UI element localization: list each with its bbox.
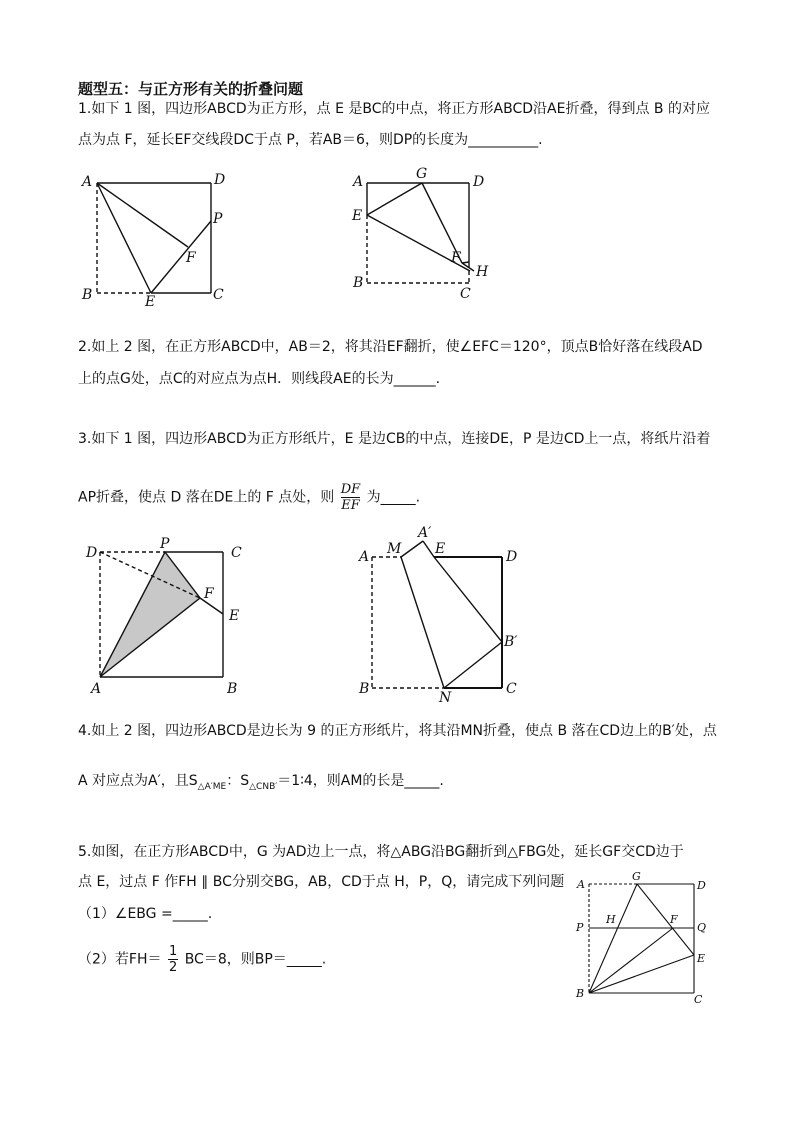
area-subscript-2: △CNB′ <box>249 781 278 792</box>
label-C: C <box>506 681 517 697</box>
figure-5-labels <box>575 870 706 1006</box>
problem-5-q2-text-a: （2）若FH＝ <box>78 951 162 968</box>
figure-1 <box>97 183 211 293</box>
problem-5-q2-text-b: BC＝8，则BP＝_____. <box>184 951 327 968</box>
problem-2-line-1: 2.如上 2 图，在正方形ABCD中，AB＝2，将其沿EF翻折，使∠EFC＝120°，顶点B恰好落在线段AD <box>78 339 703 355</box>
label-A: A <box>91 681 102 697</box>
label-B: B <box>227 681 238 697</box>
label-C: C <box>694 993 703 1006</box>
label-D: D <box>697 879 706 892</box>
label-A: A <box>359 549 370 565</box>
label-F: F <box>451 250 461 266</box>
figure-4-labels <box>357 525 518 706</box>
problem-4-text-a: A 对应点为A′，且S <box>78 773 198 789</box>
fraction-numerator: 1 <box>168 944 178 959</box>
label-H: H <box>606 913 616 926</box>
figure-5 <box>589 884 694 993</box>
label-M: M <box>387 541 402 557</box>
problem-4-text-c: ＝1∶4，则AM的长是_____. <box>277 773 444 789</box>
label-F: F <box>186 250 196 266</box>
label-C: C <box>460 286 471 302</box>
problem-3-line-1: 3.如下 1 图，四边形ABCD为正方形纸片，E 是边CB的中点，连接DE，P 是边CD上一点，将纸片沿着 <box>78 431 711 447</box>
fraction-denominator: 2 <box>168 960 178 975</box>
problem-1-line-1: 1.如下 1 图，四边形ABCD为正方形，点 E 是BC的中点，将正方形ABCD沿AE折叠，得到点 B 的对应 <box>78 101 710 117</box>
label-D: D <box>506 549 518 565</box>
problem-5-line-2: 点 E，过点 F 作FH ∥ BC分别交BG，AB，CD于点 H，P，Q，请完成下列问题 <box>78 874 565 890</box>
label-D: D <box>473 174 485 190</box>
problem-5-question-1: （1）∠EBG =_____. <box>78 906 213 922</box>
label-E: E <box>352 208 363 224</box>
problem-2-line-2: 上的点G处，点C的对应点为点H．则线段AE的长为______. <box>78 371 441 387</box>
label-P: P <box>213 211 223 227</box>
area-subscript-1: △A′ME <box>197 781 227 792</box>
label-D: D <box>86 545 98 561</box>
label-N: N <box>439 690 452 706</box>
problem-3-text-b: 为_____. <box>366 489 421 506</box>
fraction-numerator: DF <box>340 482 361 497</box>
section-title: 题型五：与正方形有关的折叠问题 <box>78 80 304 98</box>
label-E: E <box>697 952 706 965</box>
problem-5-line-1: 5.如图，在正方形ABCD中，G 为AD边上一点，将△ABG沿BG翻折到△FBG处，延长GF交CD边于 <box>78 844 684 860</box>
label-A: A <box>353 174 364 190</box>
problem-4-line-1: 4.如上 2 图，四边形ABCD是边长为 9 的正方形纸片，将其沿MN折叠，使点 B 落在CD边上的B′处，点 <box>78 723 717 739</box>
figure-3 <box>100 552 223 677</box>
figure-2 <box>367 183 474 283</box>
problem-3-text-a: AP折叠，使点 D 落在DE上的 F 点处，则 <box>78 489 335 506</box>
label-C: C <box>213 287 224 303</box>
label-B: B <box>82 287 93 303</box>
label-B: B <box>353 275 364 291</box>
label-A: A <box>577 878 585 891</box>
label-E: E <box>229 608 240 624</box>
label-G: G <box>632 870 641 883</box>
label-G: G <box>416 166 428 182</box>
label-H: H <box>476 264 489 280</box>
label-A: A <box>82 174 93 190</box>
figure-4 <box>372 541 502 688</box>
problem-4-text-b: ：S <box>226 773 250 789</box>
label-D: D <box>214 172 226 188</box>
label-P: P <box>160 536 170 552</box>
label-F: F <box>670 913 678 926</box>
label-E: E <box>435 541 446 557</box>
problem-1-line-2: 点为点 F，延长EF交线段DC于点 P，若AB＝6，则DP的长度为__________. <box>78 132 543 148</box>
label-A-prime: A′ <box>418 525 432 541</box>
label-B: B <box>576 987 585 1000</box>
label-B: B <box>359 681 370 697</box>
label-B-prime: B′ <box>504 634 518 650</box>
label-F: F <box>204 586 214 602</box>
label-E: E <box>145 294 156 310</box>
label-C: C <box>231 545 242 561</box>
label-Q: Q <box>697 921 707 934</box>
label-P: P <box>576 921 584 934</box>
fraction-denominator: EF <box>341 498 360 513</box>
